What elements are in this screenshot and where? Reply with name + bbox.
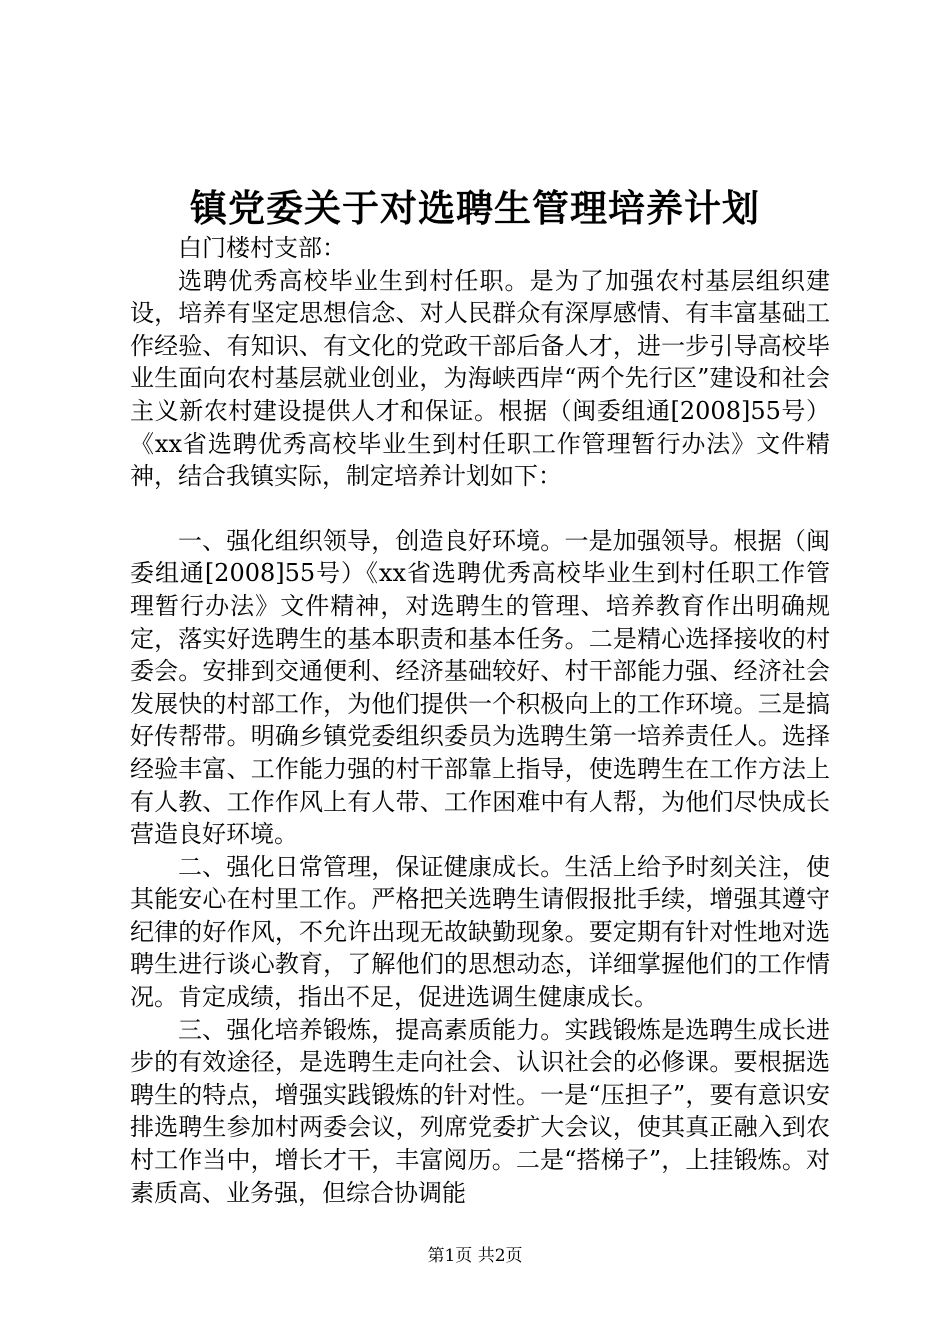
document-body (130, 232, 830, 1209)
document-title: 镇党委关于对选聘生管理培养计划 (190, 186, 760, 230)
paragraph-intro: 选聘优秀高校毕业生到村任职。是为了加强农村基层组织建设，培养有坚定思想信念、对人民群众有深厚感情、有丰富基础工作经验、有知识、有文化的党政干部后备人才，进一步引导高校毕业生面向农村基层就业创业，为海峡西岸“两个先行区”建设和社会主义新农村建设提供人才和保证。根据（闽委组通[2008]55号）《xx省选聘优秀高校毕业生到村任职工作管理暂行办法》文件精神，结合我镇实际，制定培养计划如下： (130, 266, 830, 491)
paragraph-section-3: 三、强化培养锻炼，提高素质能力。实践锻炼是选聘生成长进步的有效途径，是选聘生走向社会、认识社会的必修课。要根据选聘生的特点，增强实践锻炼的针对性。一是“压担子”，要有意识安排选聘生参加村两委会议，列席党委扩大会议，使其真正融入到农村工作当中，增长才干，丰富阅历。二是“搭梯子”，上挂锻炼。对素质高、业务强，但综合协调能 (130, 1015, 830, 1207)
page-footer: 第1页 共2页 (427, 1246, 523, 1266)
paragraph-section-1: 一、强化组织领导，创造良好环境。一是加强领导。根据（闽委组通[2008]55号）《xx省选聘优秀高校毕业生到村任职工作管理暂行办法》文件精神，对选聘生的管理、培养教育作出明确规定，落实好选聘生的基本职责和基本任务。二是精心选择接收的村委会。安排到交通便利、经济基础较好、村干部能力强、经济社会发展快的村部工作，为他们提供一个积极向上的工作环境。三是搞好传帮带。明确乡镇党委组织委员为选聘生第一培养责任人。选择经验丰富、工作能力强的村干部靠上指导，使选聘生在工作方法上有人教、工作作风上有人带、工作困难中有人帮，为他们尽快成长营造良好环境。 (130, 526, 830, 849)
paragraph-section-2: 二、强化日常管理，保证健康成长。生活上给予时刻关注，使其能安心在村里工作。严格把关选聘生请假报批手续，增强其遵守纪律的好作风，不允许出现无故缺勤现象。要定期有针对性地对选聘生进行谈心教育，了解他们的思想动态，详细掌握他们的工作情况。肯定成绩，指出不足，促进选调生健康成长。 (130, 852, 830, 1012)
salutation: 白门楼村支部： (178, 234, 346, 262)
